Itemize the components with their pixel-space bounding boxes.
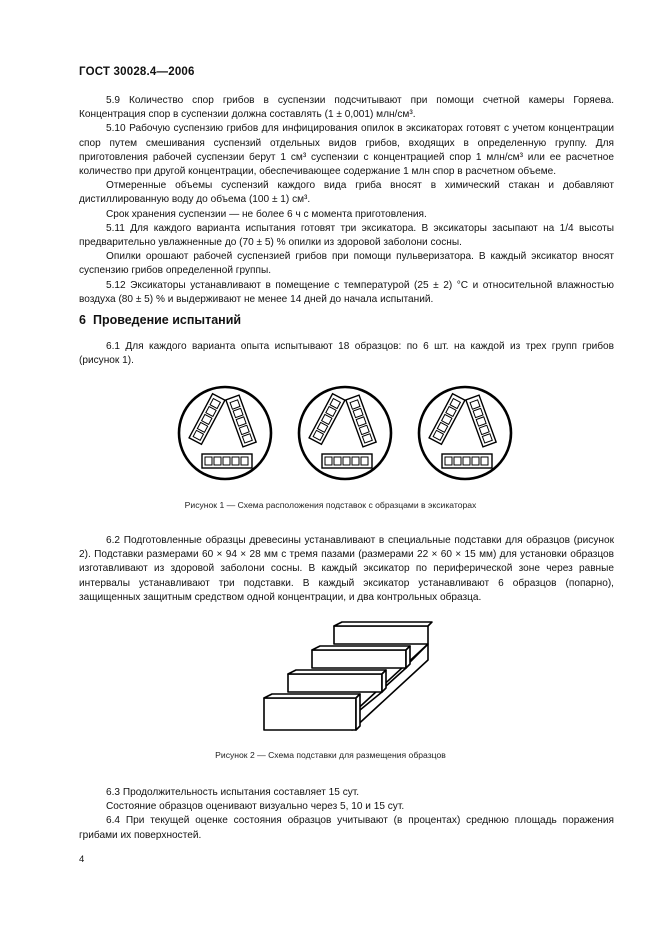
paragraph-5-10: 5.10 Рабочую суспензию грибов для инфицирования опилок в эксикаторах готовят с учетом концентрации спор путем смешивания суспензий отдельных видов грибов, входящих в определенную группу. Для приготовления рабочей суспензии берут 1 см³ суспензии с концентрацией спор 1 млн/см³ или ее расчетное количество при другой концентрации, обеспечивающее содержание 1 млн спор в расчетном объеме. [79, 123, 614, 178]
paragraph-5-10-volumes: Отмеренные объемы суспензий каждого вида гриба вносят в химический стакан и добавляют дистиллированную воду до объема (100 ± 1) см³. [79, 180, 614, 206]
paragraph-6-1-block [79, 340, 614, 368]
section-5-text [79, 94, 614, 307]
section-6-tail-text [79, 786, 614, 843]
paragraph-5-11: 5.11 Для каждого варианта испытания готовят три эксикатора. В эксикаторы засыпают на 1/4 высоты предварительно увлажненные до (70 ± 5) % опилки из здоровой заболони сосны. [79, 222, 614, 249]
paragraph-6-2-block [79, 534, 614, 605]
section-6-title: Проведение испытаний [92, 313, 242, 327]
desiccator-1 [179, 387, 271, 479]
paragraph-6-3: 6.3 Продолжительность испытания составляет 15 сут. [106, 787, 360, 798]
figure-1-desiccators [170, 376, 520, 486]
section-6-number: 6 [79, 313, 86, 327]
document-header: ГОСТ 30028.4—2006 [79, 66, 195, 78]
desiccator-2 [299, 387, 391, 479]
section-6-heading [79, 313, 241, 327]
paragraph-6-3-inspection: Состояние образцов оценивают визуально через 5, 10 и 15 сут. [106, 801, 405, 813]
paragraph-6-1: 6.1 Для каждого варианта опыта испытывают 18 образцов: по 6 шт. на каждой из трех групп грибов (рисунок 1). [79, 341, 614, 367]
paragraph-6-2: 6.2 Подготовленные образцы древесины устанавливают в специальные подставки для образцов (рисунок 2). Подставки размерами 60 × 94 × 28 мм с тремя пазами (размерами 22 × 60 × 15 мм) для установки образцов изготавливают из здоровой заболони сосны. В каждый эксикатор по периферической зоне через равные интервалы устанавливают три подставки. В каждый эксикатор устанавливают 6 образцов (попарно), защищенных защитным средством одной концентрации, и два контрольных образца. [79, 535, 614, 603]
paragraph-6-4: 6.4 При текущей оценке состояния образцов учитывают (в процентах) среднюю площадь поражения грибами их поверхностей. [79, 815, 614, 841]
paragraph-5-11-spray: Опилки орошают рабочей суспензией грибов при помощи пульверизатора. В каждый эксикатор вносят суспензию грибов определенной группы. [79, 251, 614, 277]
paragraph-5-12: 5.12 Эксикаторы устанавливают в помещение с температурой (25 ± 2) °С и относительной влажностью воздуха (80 ± 5) % и выдерживают не менее 14 дней до начала испытаний. [79, 279, 614, 305]
page-number: 4 [79, 854, 85, 865]
desiccator-3 [419, 387, 511, 479]
paragraph-5-10-storage: Срок хранения суспензии — не более 6 ч с момента приготовления. [106, 208, 427, 220]
figure-2-holder [262, 622, 432, 737]
paragraph-5-9: 5.9 Количество спор грибов в суспензии подсчитывают при помощи счетной камеры Горяева. Концентрация спор в суспензии должна составлять (1 ± 0,001) млн/см³. [79, 95, 614, 121]
figure-2-caption: Рисунок 2 — Схема подставки для размещения образцов [215, 750, 446, 760]
figure-1-caption: Рисунок 1 — Схема расположения подставок с образцами в эксикаторах [184, 500, 477, 510]
